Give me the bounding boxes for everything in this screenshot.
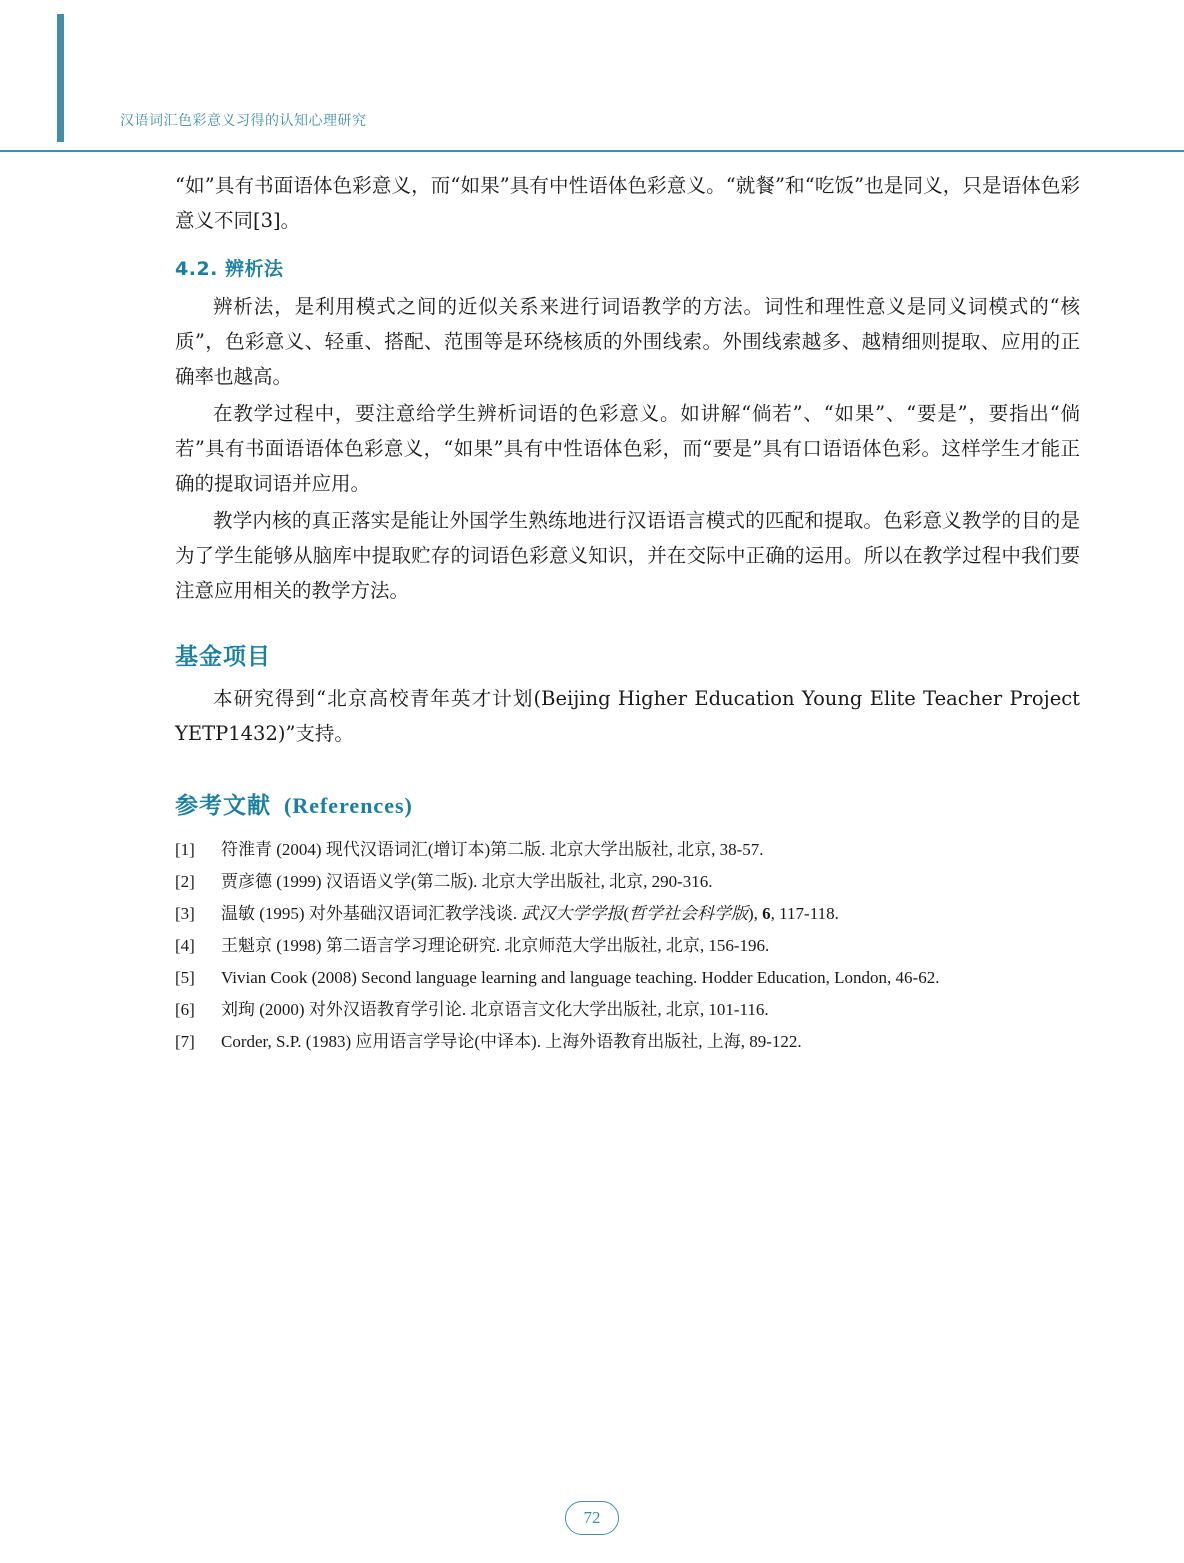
funding-heading: 基金项目 (175, 644, 271, 670)
funding-text: 本研究得到“北京高校青年英才计划(Beijing Higher Education Young Elite Teacher Project YETP1432)”支持。 (175, 687, 1080, 745)
reference-item (175, 994, 1080, 1026)
reference-number: [7] (175, 1032, 195, 1051)
reference-list (175, 834, 1080, 1058)
reference-item (175, 1026, 1080, 1058)
reference-number: [6] (175, 1000, 195, 1019)
header-accent-bar (57, 14, 64, 142)
page-footer (0, 1501, 1184, 1535)
reference-item (175, 930, 1080, 962)
page-content (175, 168, 1080, 1058)
references-heading-cn: 参考文献 (175, 793, 271, 819)
reference-item (175, 834, 1080, 866)
reference-number: [2] (175, 872, 195, 891)
reference-text: Vivian Cook (2008) Second language learning and language teaching. Hodder Education, London, 46-62. (221, 968, 940, 987)
reference-item (175, 962, 1080, 994)
reference-text: 温敏 (1995) 对外基础汉语词汇教学浅谈. 武汉大学学报(哲学社会科学版), 6, 117-118. (221, 904, 839, 923)
paragraph-4-2-1: 辨析法，是利用模式之间的近似关系来进行词语教学的方法。词性和理性意义是同义词模式的“核质”，色彩意义、轻重、搭配、范围等是环绕核质的外围线索。外围线索越多、越精细则提取、应用的正确率也越高。 (175, 295, 1080, 388)
reference-number: [3] (175, 904, 195, 923)
page-number-badge: 72 (565, 1501, 619, 1535)
reference-text: Corder, S.P. (1983) 应用语言学导论(中译本). 上海外语教育出版社, 上海, 89-122. (221, 1032, 802, 1051)
reference-number: [4] (175, 936, 195, 955)
paragraph-intro: “如”具有书面语体色彩意义，而“如果”具有中性语体色彩意义。“就餐”和“吃饭”也是同义，只是语体色彩意义不同[3]。 (175, 174, 1080, 232)
header-divider (0, 150, 1184, 152)
paragraph-4-2-2: 在教学过程中，要注意给学生辨析词语的色彩意义。如讲解“倘若”、“如果”、“要是”，要指出“倘若”具有书面语语体色彩意义，“如果”具有中性语体色彩，而“要是”具有口语语体色彩。这样学生才能正确的提取词语并应用。 (175, 402, 1080, 495)
section-heading-4-2: 4.2. 辨析法 (175, 258, 284, 280)
reference-text: 王魁京 (1998) 第二语言学习理论研究. 北京师范大学出版社, 北京, 156-196. (221, 936, 770, 955)
references-heading-en: (References) (284, 793, 413, 818)
reference-item (175, 898, 1080, 930)
reference-text: 符淮青 (2004) 现代汉语词汇(增订本)第二版. 北京大学出版社, 北京, 38-57. (221, 840, 764, 859)
reference-text: 贾彦德 (1999) 汉语语义学(第二版). 北京大学出版社, 北京, 290-316. (221, 872, 713, 891)
paragraph-4-2-3: 教学内核的真正落实是能让外国学生熟练地进行汉语语言模式的匹配和提取。色彩意义教学的目的是为了学生能够从脑库中提取贮存的词语色彩意义知识，并在交际中正确的运用。所以在教学过程中我们要注意应用相关的教学方法。 (175, 509, 1080, 602)
reference-number: [1] (175, 840, 195, 859)
reference-number: [5] (175, 968, 195, 987)
running-head: 汉语词汇色彩意义习得的认知心理研究 (120, 113, 367, 129)
references-heading (175, 787, 1080, 820)
reference-text: 刘珣 (2000) 对外汉语教育学引论. 北京语言文化大学出版社, 北京, 101-116. (221, 1000, 769, 1019)
reference-item (175, 866, 1080, 898)
